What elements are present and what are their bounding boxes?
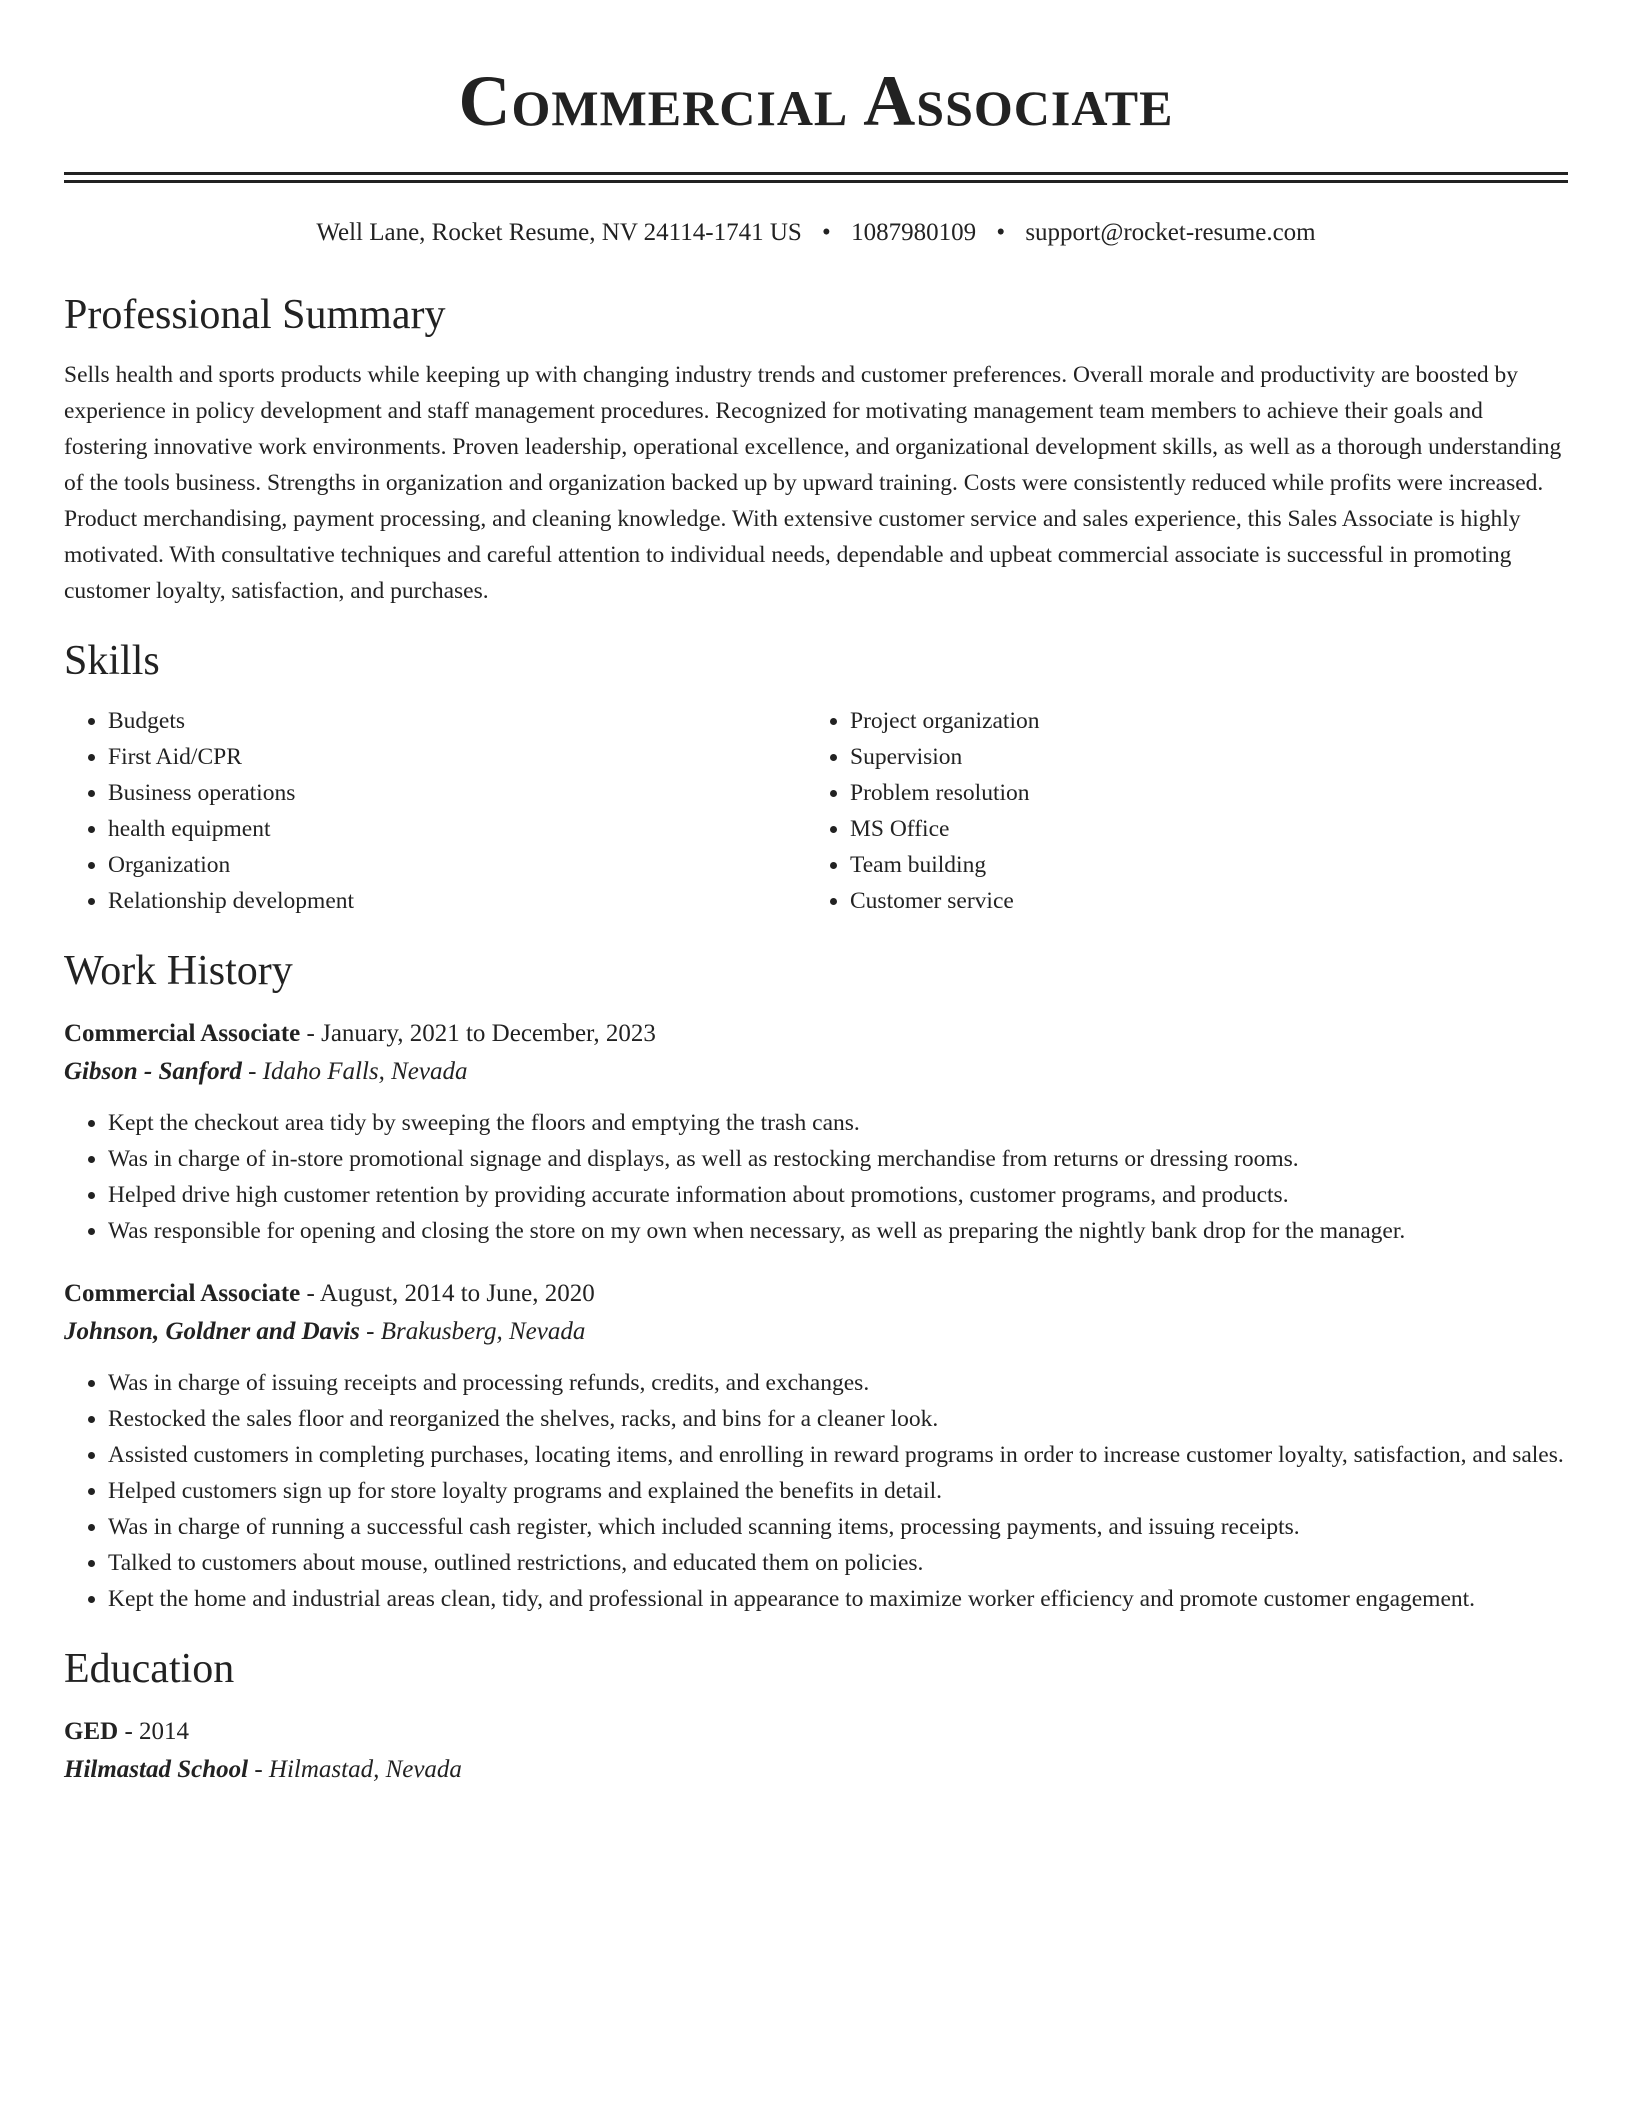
skill-item: • Relationship development: [108, 883, 806, 919]
skill-item: • Team building: [850, 847, 1548, 883]
job-title: Commercial Associate: [64, 1020, 301, 1047]
summary-heading: Professional Summary: [64, 292, 446, 338]
job-bullet: • Was responsible for opening and closing the store on my own when necessary, as well as preparing the nightly bank drop for the manager.: [108, 1213, 1568, 1249]
job-bullet: • Assisted customers in completing purchases, locating items, and enrolling in reward programs in order to increase customer loyalty, satisfaction, and sales.: [108, 1437, 1568, 1473]
job-bullets: [64, 1365, 1568, 1617]
education-school-line: [64, 1751, 1568, 1789]
education-heading: Education: [64, 1646, 235, 1692]
contact-line: [64, 217, 1568, 249]
skill-item: • Supervision: [850, 739, 1548, 775]
job-location: - Brakusberg, Nevada: [359, 1318, 586, 1345]
contact-email: support@rocket-resume.com: [1025, 219, 1316, 246]
work-history-heading: Work History: [64, 948, 293, 994]
skills-list-right: [806, 703, 1548, 919]
contact-phone: 1087980109: [851, 219, 977, 246]
job-company: Gibson - Sanford: [64, 1058, 242, 1085]
education-location: - Hilmastad, Nevada: [248, 1756, 462, 1783]
job-company-line: [64, 1313, 1568, 1351]
header-double-rule: [64, 172, 1568, 183]
education-entry: [64, 1713, 1568, 1789]
contact-address: Well Lane, Rocket Resume, NV 24114-1741 US: [316, 219, 802, 246]
skill-item: • Budgets: [108, 703, 806, 739]
skill-item: • Customer service: [850, 883, 1548, 919]
skill-item: • Problem resolution: [850, 775, 1548, 811]
skill-item: • Project organization: [850, 703, 1548, 739]
job-dates: - August, 2014 to June, 2020: [300, 1280, 595, 1307]
skill-item: • First Aid/CPR: [108, 739, 806, 775]
summary-section: [64, 289, 1568, 609]
summary-text: Sells health and sports products while keeping up with changing industry trends and customer preferences. Overall morale and productivity are boosted by experience in policy development and staff management procedures. Recognized for motivating management team members to achieve their goals and fostering innovative work environments. Proven leadership, operational excellence, and organizational development skills, as well as a thorough understanding of the tools business. Strengths in organization and organization backed up by upward training. Costs were consistently reduced while profits were increased. Product merchandising, payment processing, and cleaning knowledge. With extensive customer service and sales experience, this Sales Associate is highly motivated. With consultative techniques and careful attention to individual needs, dependable and upbeat commercial associate is successful in promoting customer loyalty, satisfaction, and purchases.: [64, 362, 1562, 604]
work-history-section: [64, 945, 1568, 1617]
job-title-line: [64, 1015, 1568, 1053]
skills-columns: [64, 703, 1568, 919]
job-title: Commercial Associate: [64, 1280, 301, 1307]
job-bullet: • Helped customers sign up for store loyalty programs and explained the benefits in detail.: [108, 1473, 1568, 1509]
job-bullets: [64, 1105, 1568, 1249]
education-school: Hilmastad School: [64, 1756, 249, 1783]
skill-item: • MS Office: [850, 811, 1548, 847]
skills-heading: Skills: [64, 638, 160, 684]
job-company: Johnson, Goldner and Davis: [64, 1318, 360, 1345]
job-entry: [64, 1015, 1568, 1249]
job-company-line: [64, 1053, 1568, 1091]
education-section: [64, 1643, 1568, 1789]
resume-name: Commercial Associate: [458, 61, 1174, 141]
skills-list-left: [64, 703, 806, 919]
education-degree: GED: [64, 1718, 119, 1745]
job-bullet: • Was in charge of issuing receipts and processing refunds, credits, and exchanges.: [108, 1365, 1568, 1401]
skills-section: [64, 635, 1568, 919]
job-bullet: • Helped drive high customer retention by providing accurate information about promotions, customer programs, and products.: [108, 1177, 1568, 1213]
education-degree-line: [64, 1713, 1568, 1751]
skill-item: • Organization: [108, 847, 806, 883]
job-title-line: [64, 1275, 1568, 1313]
job-location: - Idaho Falls, Nevada: [241, 1058, 468, 1085]
skill-item: • health equipment: [108, 811, 806, 847]
job-entry: [64, 1275, 1568, 1617]
contact-separator: •: [822, 219, 831, 246]
job-bullet: • Kept the checkout area tidy by sweeping the floors and emptying the trash cans.: [108, 1105, 1568, 1141]
job-dates: - January, 2021 to December, 2023: [300, 1020, 656, 1047]
job-bullet: • Kept the home and industrial areas clean, tidy, and professional in appearance to maximize worker efficiency and promote customer engagement.: [108, 1581, 1568, 1617]
job-bullet: • Talked to customers about mouse, outlined restrictions, and educated them on policies.: [108, 1545, 1568, 1581]
skill-item: • Business operations: [108, 775, 806, 811]
job-bullet: • Restocked the sales floor and reorganized the shelves, racks, and bins for a cleaner look.: [108, 1401, 1568, 1437]
contact-separator: •: [996, 219, 1006, 246]
job-bullet: • Was in charge of running a successful cash register, which included scanning items, processing payments, and issuing receipts.: [108, 1509, 1568, 1545]
job-bullet: • Was in charge of in-store promotional signage and displays, as well as restocking merchandise from returns or dressing rooms.: [108, 1141, 1568, 1177]
education-year: - 2014: [118, 1718, 190, 1745]
